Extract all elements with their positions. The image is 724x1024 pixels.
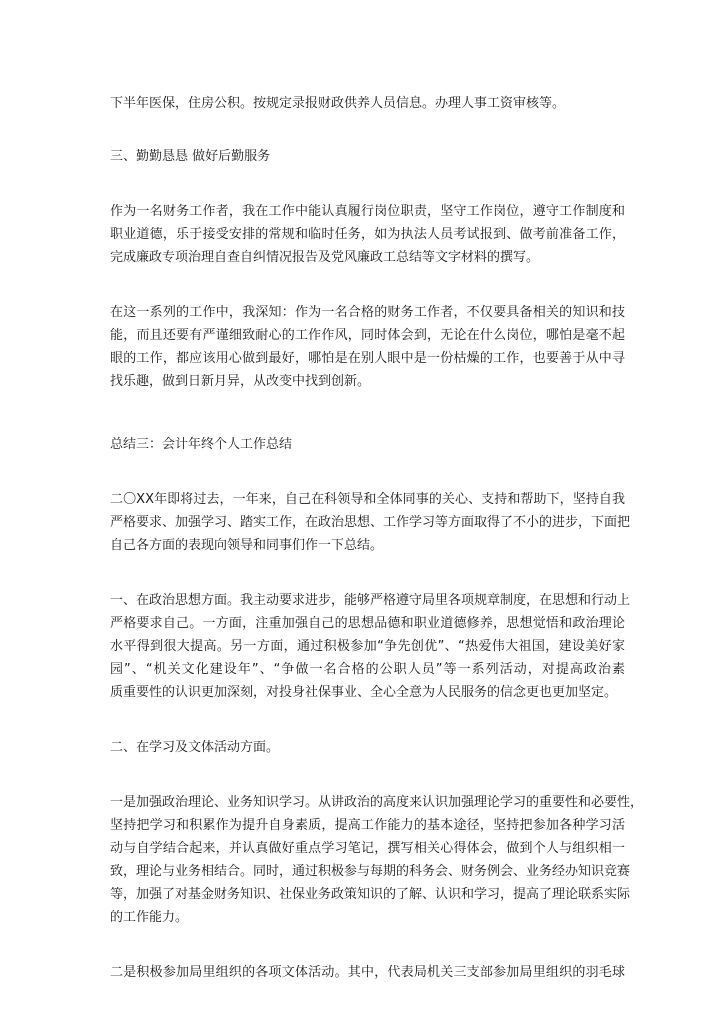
paragraph-line: 动与自学结合起来，并认真做好重点学习笔记，撰写相关心得体会，做到个人与组织相一 [110, 841, 625, 856]
paragraph-line: 水平得到很大提高。另一方面，通过积极参加“争先创优”、“热爱伟大祖国，建设美好家 [110, 639, 625, 654]
paragraph-reflection [110, 301, 625, 393]
document-body [110, 92, 644, 984]
paragraph-duties [110, 200, 625, 269]
paragraph-line: 坚持把学习和积累作为提升自身素质，提高工作能力的基本途径，坚持把参加各种学习活 [110, 818, 625, 833]
section-heading-logistics: 三、勤勤恳恳 做好后勤服务 [110, 149, 271, 164]
paragraph-theory-study [110, 791, 644, 929]
paragraph-line: 质重要性的认识更加深刻，对投身社保事业、全心全意为人民服务的信念更也更加坚定。 [110, 685, 618, 700]
paragraph-line: 职业道德，乐于接受安排的常规和临时任务，如为执法人员考试报到、做考前准备工作， [110, 227, 625, 242]
paragraph-line: 作为一名财务工作者，我在工作中能认真履行岗位职责，坚守工作岗位，遵守工作制度和 [110, 204, 625, 219]
paragraph-line: 二〇XX年即将过去，一年来，自己在科领导和全体同事的关心、支持和帮助下，坚持自我 [110, 492, 625, 507]
paragraph-line: 严格要求、加强学习、踏实工作，在政治思想、工作学习等方面取得了不小的进步，下面把 [110, 515, 631, 530]
paragraph-intro [110, 92, 625, 115]
paragraph-line: 二是积极参加局里组织的各项文体活动。其中，代表局机关三支部参加局里组织的羽毛球 [110, 965, 625, 980]
paragraph-line: 致，理论与业务相结合。同时，通过积极参与每期的科务会、财务例会、业务经办知识竞赛 [110, 864, 631, 879]
paragraph-line: 一、在政治思想方面。我主动要求进步，能够严格遵守局里各项规章制度，在思想和行动上 [110, 593, 631, 608]
paragraph-line: 能，而且还要有严谨细致耐心的工作作风，同时体会到，无论在什么岗位，哪怕是毫不起 [110, 328, 625, 343]
paragraph-cultural-activities [110, 961, 625, 984]
paragraph-line: 完成廉政专项治理自查自纠情况报告及党风廉政工总结等文字材料的撰写。 [110, 250, 540, 265]
paragraph-line: 眼的工作，都应该用心做到最好，哪怕是在别人眼中是一份枯燥的工作，也要善于从中寻 [110, 351, 625, 366]
paragraph-line: 在这一系列的工作中，我深知：作为一名合格的财务工作者，不仅要具备相关的知识和技 [110, 305, 625, 320]
paragraph-political-thought [110, 589, 631, 704]
paragraph-line: 下半年医保，住房公积。按规定录报财政供养人员信息。办理人事工资审核等。 [110, 96, 566, 111]
paragraph-line: 找乐趣，做到日新月异，从改变中找到创新。 [110, 374, 371, 389]
paragraph-line: 严格要求自己。一方面，注重加强自己的思想品德和职业道德修养，思想觉悟和政治理论 [110, 616, 625, 631]
paragraph-year-review [110, 488, 631, 557]
paragraph-line: 自己各方面的表现向领导和同事们作一下总结。 [110, 538, 384, 553]
paragraph-line: 园”、“机关文化建设年”、“争做一名合格的公职人员”等一系列活动，对提高政治素 [110, 662, 625, 677]
paragraph-line: 的工作能力。 [110, 910, 189, 925]
section-heading-summary-three: 总结三：会计年终个人工作总结 [110, 437, 293, 452]
paragraph-line: 等，加强了对基金财务知识、社保业务政策知识的了解、认识和学习，提高了理论联系实际 [110, 887, 631, 902]
paragraph-line: 一是加强政治理论、业务知识学习。从讲政治的高度来认识加强理论学习的重要性和必要性， [110, 795, 644, 810]
section-heading-study-activities: 二、在学习及文体活动方面。 [110, 740, 280, 755]
